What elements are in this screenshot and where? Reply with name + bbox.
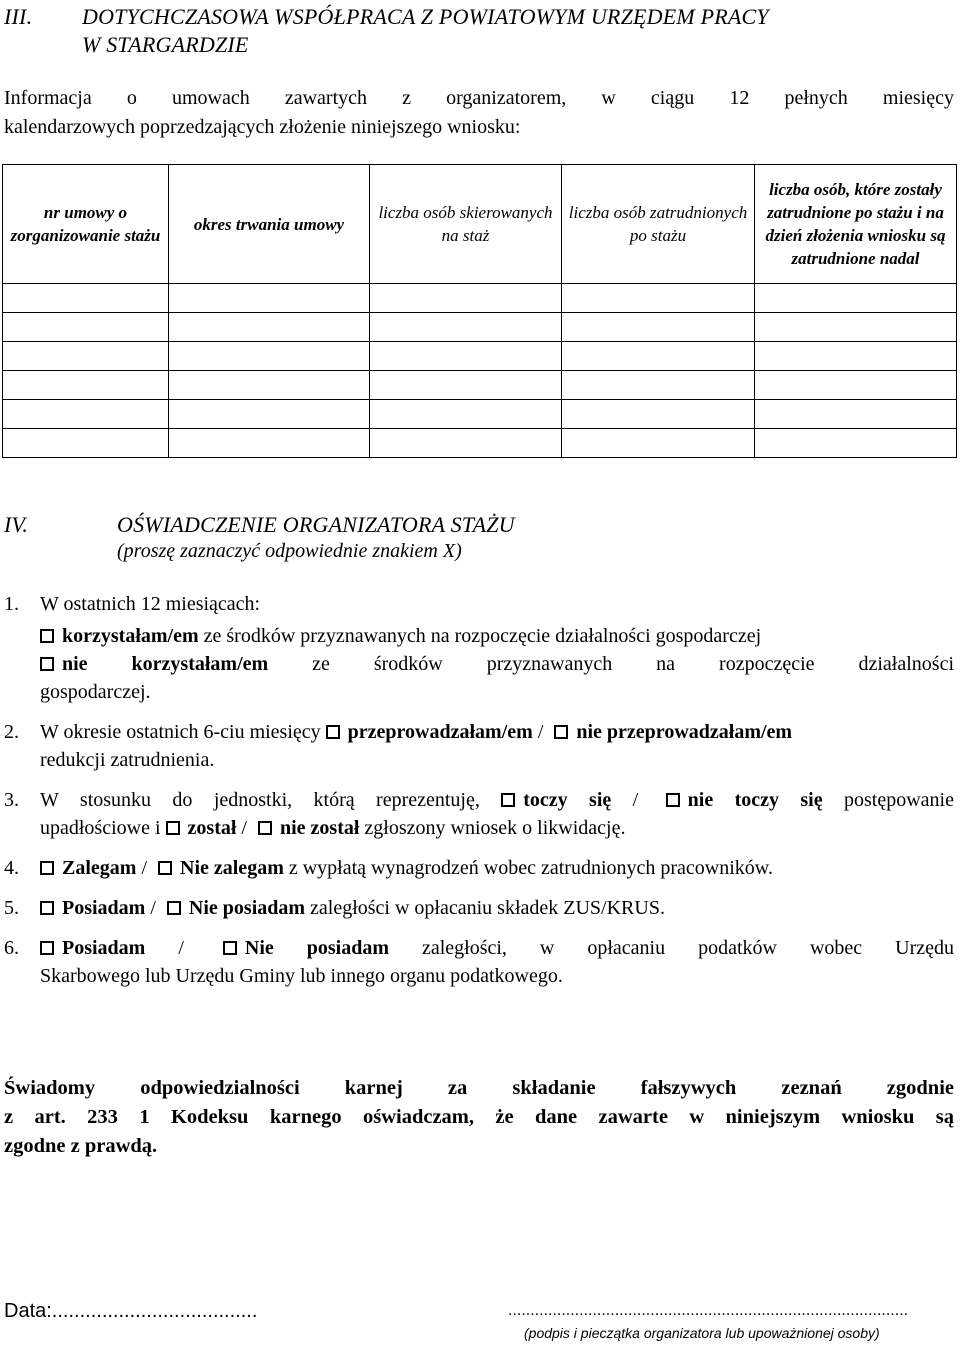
table-cell[interactable] <box>562 342 755 371</box>
intro-line1: Informacja o umowach zawartych z organizatorem, w ciągu 12 pełnych miesięcy <box>4 87 954 109</box>
table-cell[interactable] <box>755 400 957 429</box>
table-cell[interactable] <box>169 284 370 313</box>
table-cell[interactable] <box>562 429 755 458</box>
table-cell[interactable] <box>562 284 755 313</box>
option-label: toczy się <box>523 789 612 811</box>
section-3-title-line1: DOTYCHCZASOWA WSPÓŁPRACA Z POWIATOWYM URZĘDEM PRACY <box>82 4 769 29</box>
option-label: nie korzystałam/em <box>62 653 269 675</box>
section-3-title-line2: W STARGARDZIE <box>82 32 249 57</box>
section-3-heading <box>4 4 769 58</box>
table-cell[interactable] <box>755 342 957 371</box>
declaration-item-4 <box>4 854 954 882</box>
table-cell[interactable] <box>370 429 562 458</box>
checkbox-przeprowadzalam[interactable] <box>326 725 340 739</box>
table-row <box>3 284 957 313</box>
col-header-still-employed-count: liczba osób, które zostały zatrudnione po stażu i na dzień złożenia wniosku są zatrudnione nadal <box>755 165 957 284</box>
separator: / <box>236 817 252 839</box>
item-6-text: zaległości, w opłacaniu podatków wobec Urzędu <box>388 937 954 959</box>
item-number: 5. <box>4 897 19 919</box>
table-header-row <box>3 165 957 284</box>
table-cell[interactable] <box>562 371 755 400</box>
option-label: Posiadam <box>62 897 146 919</box>
table-cell[interactable] <box>3 284 169 313</box>
declaration-line3: zgodne z prawdą. <box>4 1135 158 1157</box>
checkbox-zalegam[interactable] <box>40 861 54 875</box>
item-2-text: W okresie ostatnich 6-ciu miesięcy <box>40 721 326 743</box>
separator: / <box>145 937 217 959</box>
section-4-number: IV. <box>4 512 29 537</box>
declaration-item-2 <box>4 718 954 774</box>
section-4-subtitle: (proszę zaznaczyć odpowiednie znakiem X) <box>117 540 462 562</box>
option-label: nie został <box>279 817 360 839</box>
separator: / <box>611 789 660 811</box>
checkbox-zostal[interactable] <box>166 821 180 835</box>
option-label: Posiadam <box>62 937 146 959</box>
checkbox-nie-posiadam-zus[interactable] <box>167 901 181 915</box>
declaration-line2: z art. 233 1 Kodeksu karnego oświadczam, że dane zawarte w niniejszym wniosku są <box>4 1106 954 1128</box>
table-cell[interactable] <box>169 371 370 400</box>
checkbox-nie-zalegam[interactable] <box>158 861 172 875</box>
checkbox-korzystalam[interactable] <box>40 629 54 643</box>
checkbox-nie-zostal[interactable] <box>258 821 272 835</box>
table-cell[interactable] <box>755 429 957 458</box>
item-number: 1. <box>4 593 19 615</box>
declaration-line1: Świadomy odpowiedzialności karnej za składanie fałszywych zeznań zgodnie <box>4 1077 954 1099</box>
declaration-item-5 <box>4 894 954 922</box>
table-cell[interactable] <box>3 429 169 458</box>
checkbox-toczy-sie[interactable] <box>501 793 515 807</box>
section-4-title: OŚWIADCZENIE ORGANIZATORA STAŻU <box>117 512 515 537</box>
table-row <box>3 313 957 342</box>
option-text: ze środków przyznawanych na rozpoczęcie działalności gospodarczej <box>198 625 762 647</box>
option-label: Nie zalegam <box>180 857 284 879</box>
col-header-agreement-period: okres trwania umowy <box>169 165 370 284</box>
option-text-continuation: gospodarczej. <box>40 681 151 703</box>
declaration-items <box>4 590 954 990</box>
checkbox-posiadam-podatki[interactable] <box>40 941 54 955</box>
item-number: 6. <box>4 937 19 959</box>
option-label: nie toczy się <box>687 789 823 811</box>
item-6-continuation: Skarbowego lub Urzędu Gminy lub innego organu podatkowego. <box>40 965 563 987</box>
section-3-intro <box>4 84 954 142</box>
table-cell[interactable] <box>755 371 957 400</box>
checkbox-nie-toczy-sie[interactable] <box>666 793 680 807</box>
option-text: ze środków przyznawanych na rozpoczęcie działalności <box>268 653 954 675</box>
separator: / <box>145 897 161 919</box>
table-cell[interactable] <box>370 313 562 342</box>
item-number: 3. <box>4 789 19 811</box>
checkbox-nie-przeprowadzalam[interactable] <box>554 725 568 739</box>
item-2-continuation: redukcji zatrudnienia. <box>40 749 215 771</box>
table-row <box>3 342 957 371</box>
agreements-table <box>2 164 957 458</box>
table-cell[interactable] <box>370 342 562 371</box>
declaration-item-6 <box>4 934 954 990</box>
table-cell[interactable] <box>169 400 370 429</box>
option-label: został <box>187 817 237 839</box>
item-3-text-mid: postępowanie <box>822 789 954 811</box>
signature-caption: (podpis i pieczątka organizatora lub upoważnionej osoby) <box>524 1325 880 1341</box>
table-cell[interactable] <box>169 342 370 371</box>
table-cell[interactable] <box>3 313 169 342</box>
checkbox-nie-korzystalam[interactable] <box>40 657 54 671</box>
item-5-text: zaległości w opłacaniu składek ZUS/KRUS. <box>305 897 665 919</box>
option-label: nie przeprowadzałam/em <box>576 721 793 743</box>
option-label: Nie posiadam <box>188 897 306 919</box>
item-4-text: z wypłatą wynagrodzeń wobec zatrudnionych pracowników. <box>283 857 773 879</box>
item-3-line2: upadłościowe i <box>40 817 166 839</box>
table-cell[interactable] <box>169 313 370 342</box>
table-cell[interactable] <box>562 313 755 342</box>
option-label: korzystałam/em <box>62 625 199 647</box>
option-label: Zalegam <box>62 857 137 879</box>
item-number: 2. <box>4 721 19 743</box>
criminal-liability-declaration <box>4 1074 954 1161</box>
section-4-heading <box>4 512 515 563</box>
col-header-referred-count: liczba osób skierowanych na staż <box>370 165 562 284</box>
item-number: 4. <box>4 857 19 879</box>
separator: / <box>532 721 549 743</box>
table-cell[interactable] <box>370 371 562 400</box>
col-header-agreement-number: nr umowy o zorganizowanie stażu <box>3 165 169 284</box>
option-label: przeprowadzałam/em <box>347 721 533 743</box>
date-field[interactable]: Data:..................................... <box>4 1300 258 1322</box>
col-header-employed-count: liczba osób zatrudnionych po stażu <box>562 165 755 284</box>
table-cell[interactable] <box>169 429 370 458</box>
table-cell[interactable] <box>755 284 957 313</box>
table-cell[interactable] <box>3 371 169 400</box>
item-1-text: W ostatnich 12 miesiącach: <box>40 593 261 615</box>
section-3-number: III. <box>4 4 33 29</box>
signature-field[interactable]: .......................................................................................... <box>508 1302 909 1319</box>
checkbox-posiadam-zus[interactable] <box>40 901 54 915</box>
table-row <box>3 400 957 429</box>
item-3-text: W stosunku do jednostki, którą reprezentuję, <box>40 789 502 811</box>
table-row <box>3 429 957 458</box>
table-cell[interactable] <box>3 342 169 371</box>
declaration-item-3 <box>4 786 954 842</box>
table-cell[interactable] <box>3 400 169 429</box>
option-label: Nie posiadam <box>244 937 389 959</box>
table-cell[interactable] <box>370 284 562 313</box>
separator: / <box>136 857 152 879</box>
declaration-item-1 <box>4 590 954 706</box>
table-cell[interactable] <box>562 400 755 429</box>
table-cell[interactable] <box>755 313 957 342</box>
table-row <box>3 371 957 400</box>
table-cell[interactable] <box>370 400 562 429</box>
item-3-end: zgłoszony wniosek o likwidację. <box>359 817 626 839</box>
checkbox-nie-posiadam-podatki[interactable] <box>223 941 237 955</box>
intro-line2: kalendarzowych poprzedzających złożenie niniejszego wniosku: <box>4 116 521 138</box>
